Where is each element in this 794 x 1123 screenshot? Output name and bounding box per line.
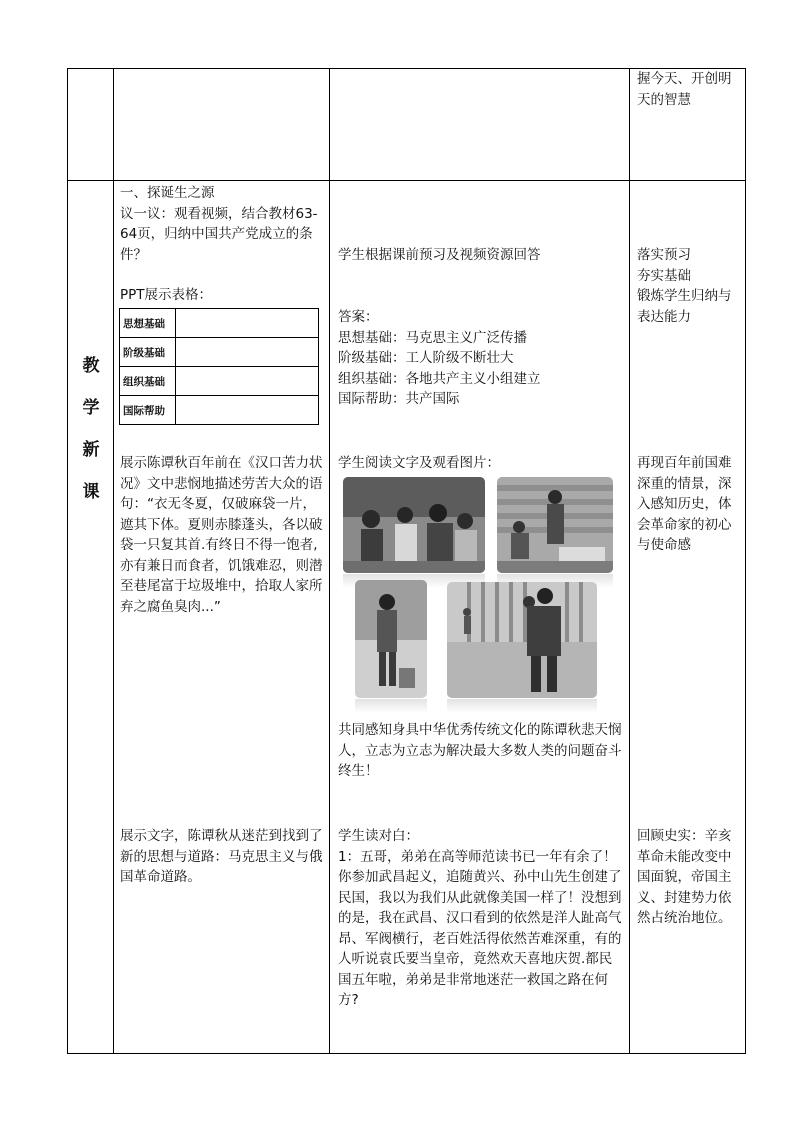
photo-coolies-group <box>343 477 485 573</box>
answer-line: 思想基础：马克思主义广泛传播 <box>338 329 527 346</box>
section-label-char-3: 新 <box>82 440 100 460</box>
photo-wall-workers <box>497 477 613 573</box>
ppt-table <box>119 308 319 425</box>
ppt-table-empty-cell <box>176 309 319 338</box>
block3-col2: 展示文字，陈谭秋从迷茫到找到了新的思想与道路：马克思主义与俄国革命道路。 <box>120 828 323 885</box>
ppt-table-empty-cell <box>176 396 319 425</box>
block1-col4: 落实预习 夯实基础 锻炼学生归纳与表达能力 <box>637 247 732 325</box>
ppt-table-row <box>120 309 319 338</box>
section-label-char-4: 课 <box>82 482 100 502</box>
ppt-table-label: 国际帮助 <box>120 396 176 425</box>
ppt-table-row <box>120 367 319 396</box>
photo-standing-man <box>355 580 427 698</box>
block1-task-text: 议一议：观看视频，结合教材63-64页，归纳中国共产党成立的条件？ <box>120 205 318 263</box>
photo-reflection <box>447 699 597 713</box>
answer-label: 答案： <box>338 309 379 325</box>
table-border-bottom <box>67 1053 746 1054</box>
table-row-divider <box>67 180 746 181</box>
answer-line: 阶级基础：工人阶级不断壮大 <box>338 350 514 366</box>
row1-col4-text: 握今天、开创明天的智慧 <box>637 71 732 108</box>
block1-col3 <box>338 245 623 266</box>
section-label-vertical <box>68 358 114 526</box>
block1-col3-answers <box>338 307 623 410</box>
ppt-table-label: 思想基础 <box>120 309 176 338</box>
answer-line: 组织基础：各地共产主义小组建立 <box>338 370 541 387</box>
photo-carrier-child <box>447 582 597 698</box>
ppt-table-empty-cell <box>176 338 319 367</box>
table-border-right <box>745 68 746 1054</box>
ppt-table-row <box>120 338 319 367</box>
table-divider-col1 <box>113 68 114 1054</box>
section-label-char-2: 学 <box>82 398 100 418</box>
ppt-table-label: 组织基础 <box>120 367 176 396</box>
block2-col3-summary: 共同感知身具中华优秀传统文化的陈谭秋悲天悯人，立志为立志为解决最大多数人类的问题奋斗终生！ <box>338 722 622 779</box>
photo-reflection <box>355 699 427 713</box>
block1-ppt-label: PPT展示表格： <box>120 287 213 303</box>
block1-heading: 一、探诞生之源 <box>120 185 215 201</box>
table-divider-col2 <box>329 68 330 1054</box>
table-border-left <box>67 68 68 1054</box>
ppt-table-row <box>120 396 319 425</box>
spacer <box>120 265 322 285</box>
block2-col2: 展示陈谭秋百年前在《汉口苦力状况》文中悲悯地描述劳苦大众的语句：“衣无冬夏，仅破麻袋一片，遮其下体。夏则赤膝蓬头，各以破袋一只复其首.有终日不得一饱者,亦有兼日而食者，饥饿难忍，则潜至巷尾富于垃圾堆中，拾取人家所弃之腐鱼臭肉...” <box>120 455 323 615</box>
answer-line: 国际帮助：共产国际 <box>338 391 460 407</box>
block1-student-intro: 学生根据课前预习及视频资源回答 <box>338 247 541 263</box>
block1-col2 <box>120 183 322 306</box>
block3-intro: 学生读对白： <box>338 828 419 844</box>
block3-dialogue: 1：五哥，弟弟在高等师范读书已一年有余了！你参加武昌起义，追随黄兴、孙中山先生创建了民国，我以为我们从此就像美国一样了！没想到的是，我在武昌、汉口看到的依然是洋人趾高气昂、军阀横行，老百姓活得依然苦难深重，有的人听说袁氏要当皇帝，竟然欢天喜地庆贺.都民国五年啦，弟弟是非常地迷茫一救国之路在何方? <box>338 848 622 1008</box>
ppt-table-empty-cell <box>176 367 319 396</box>
ppt-table-label: 阶级基础 <box>120 338 176 367</box>
block3-col3 <box>338 826 623 1011</box>
block2-col3-intro: 学生阅读文字及观看图片： <box>338 455 500 471</box>
section-label-char-1: 教 <box>82 356 100 376</box>
block2-col4: 再现百年前国难深重的情景，深入感知历史，体会革命家的初心与使命感 <box>637 455 732 553</box>
table-divider-col3 <box>629 68 630 1054</box>
block3-col4: 回顾史实：辛亥革命未能改变中国面貌，帝国主义、封建势力依然占统治地位。 <box>637 828 732 926</box>
